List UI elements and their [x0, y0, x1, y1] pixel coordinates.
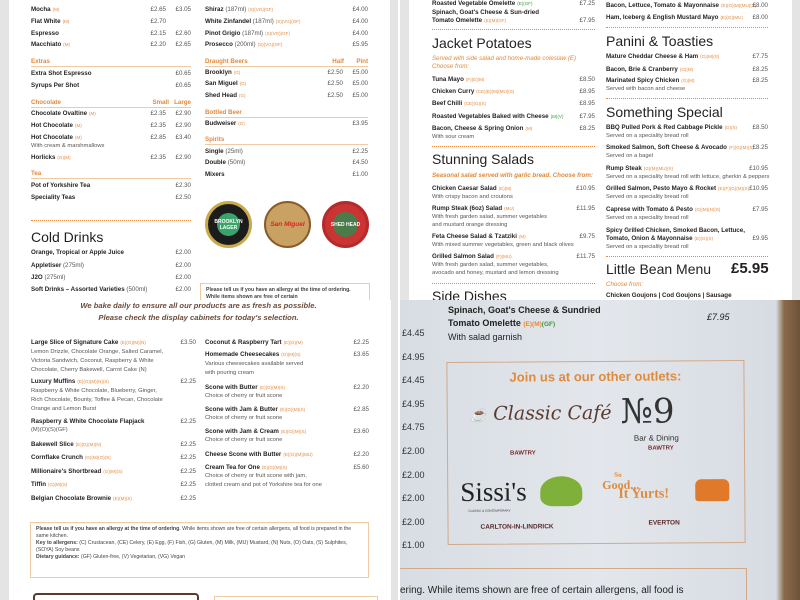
menu-item: Grilled Salmon, Pesto Mayo & Rocket (E)(F)(G)(M)(S) £10.95 — [606, 185, 768, 192]
item-description: Choice of cherry or fruit scone — [205, 393, 283, 399]
menu-item: Hot Chocolate (M) £2.35 £2.90 — [31, 122, 191, 129]
item-description: With cream & marshmallows — [31, 143, 105, 149]
menu-item: Flat White (M) £2.70 — [31, 18, 166, 25]
divider — [606, 27, 768, 28]
menu-item: Macchiato (M) £2.20 £2.65 — [31, 41, 191, 48]
item-description: Choice of cherry or fruit scone — [205, 437, 283, 443]
outlet-sub: Bar & Dining — [633, 433, 679, 443]
section-intro: Choose from: — [432, 63, 470, 70]
outlet-location: BAWTRY — [647, 445, 674, 452]
menu-item: Chocolate Ovaltine (M) £2.35 £2.90 — [31, 110, 191, 117]
footer-frame — [33, 593, 199, 600]
menu-item: Scone with Butter (E)(G)(M)(S) £2.20 — [205, 384, 369, 391]
menu-item: Large Slice of Signature Cake (E)(G)(M)(N) £3.50 — [31, 339, 196, 346]
outlet-location: BAWTRY — [509, 450, 536, 457]
menu-item: J2O (275ml) £2.00 — [31, 274, 191, 281]
divider — [606, 98, 768, 99]
drinks-menu-page — [0, 0, 398, 300]
menu-item: BBQ Pulled Pork & Red Cabbage Pickle (G)(S) £8.50 — [606, 124, 768, 131]
item-description: clotted cream and pot of Yorkshire tea for one — [205, 482, 322, 488]
menu-item: Coconut & Raspberry Tart (E)(G)(M) £2.25 — [205, 339, 369, 346]
menu-item: Cornflake Crunch (G)(M)(O)(S) £2.25 — [31, 454, 196, 461]
no9-logo: №9 — [620, 391, 675, 432]
menu-item: Chicken Goujons | Cod Goujons | Sausage — [606, 292, 732, 299]
menu-item: Scone with Jam & Cream (E)(G)(M)(S) £3.60 — [205, 428, 369, 435]
item-description: Served with bacon and cheese — [606, 86, 686, 92]
item-description: Choice of cherry or fruit scone — [205, 415, 283, 421]
item-description: Served on a speciality bread roll — [606, 215, 689, 221]
cakes-menu-page — [0, 300, 398, 600]
footer-box — [214, 596, 378, 600]
menu-item: Soft Drinks – Assorted Varieties (500ml) £2.00 — [31, 286, 191, 293]
menu-item: Appletiser (275ml) £2.00 — [31, 262, 191, 269]
item-description: With crispy bacon and croutons — [432, 194, 513, 200]
menu-item: Mixers £1.00 — [205, 171, 368, 178]
section-intro: Served with side salad and home-made coleslaw (E) — [432, 55, 577, 62]
item-description: Rich Chocolate, Bounty, Toffee & Pecan, Chocolate — [31, 397, 163, 403]
menu-item: Tuna Mayo (F)(E)(M) £8.50 — [432, 76, 595, 83]
menu-item: Tomato, Onion & Mayonnaise (E)(G)(S) £9.95 — [606, 235, 768, 242]
menu-item: Roasted Vegetables Baked with Cheese (M)(V) £7.95 — [432, 113, 595, 120]
menu-item: Feta Cheese Salad & Tzatziki (M) £9.75 — [432, 233, 595, 240]
menu-item: Single (25ml) £2.25 — [205, 148, 368, 155]
divider — [432, 283, 595, 284]
item-description: Served on a speciality bread roll — [606, 194, 689, 200]
page-edge — [792, 0, 800, 300]
item-description: Chocolate, Cherry Bakewell, Carrot Cake (N) — [31, 367, 147, 373]
item-description: Raspberry & White Chocolate, Blueberry, Ginger, — [31, 388, 157, 394]
menu-item: Scone with Jam & Butter (E)(G)(M)(S) £2.85 — [205, 406, 369, 413]
menu-item: Syrups Per Shot £0.65 — [31, 82, 191, 89]
menu-item: Belgian Chocolate Brownie (E)(M)(S) £2.25 — [31, 495, 196, 502]
section-title: Cold Drinks — [31, 229, 104, 245]
section-heading: Chocolate Small Large — [31, 99, 191, 106]
section-title: Stunning Salads — [432, 151, 534, 167]
menu-item: Shiraz (187ml) (S)(VG)(GF) £4.00 — [205, 6, 368, 13]
section-heading: Tea — [31, 169, 191, 179]
menu-item: Orange, Tropical or Apple Juice £2.00 — [31, 249, 191, 256]
menu-item: Bacon, Cheese & Spring Onion (M) £8.25 — [432, 125, 595, 132]
item-description: Served on a speciality bread roll with lettuce, gherkin & peppers — [606, 174, 770, 180]
menu-item: Tiffin (G)(M)(S) £2.25 — [31, 481, 196, 488]
section-title: Jacket Potatoes — [432, 35, 532, 51]
outlets-title: Join us at our other outlets: — [509, 368, 682, 385]
menu-item: Homemade Cheesecakes (G)(M)(S) £3.65 — [205, 351, 369, 358]
menu-item: Pot of Yorkshire Tea £2.30 — [31, 182, 191, 189]
menu-item: Chicken Curry (CE)(E)(M)(MU)(S) £8.95 — [432, 88, 595, 95]
coffee-cup-icon: ☕ — [469, 407, 488, 424]
item-description: With sour cream — [432, 134, 475, 140]
menu-item: Prosecco (200ml) (S)(VG)(GF) £5.95 — [205, 41, 368, 48]
willow-tree-icon — [540, 476, 582, 506]
item-description: Served on a speciality bread roll — [606, 244, 689, 250]
page-edge — [391, 300, 398, 600]
item-description: With mixed summer vegetables, green and black olives — [432, 242, 574, 248]
menu-item: Tomato Omelette (E)(M)(GF) — [448, 318, 556, 328]
item-description: and mustard orange dressing — [432, 222, 508, 228]
menu-item: Espresso £2.15 £2.60 — [31, 30, 191, 37]
outlets-box — [446, 360, 745, 545]
classic-cafe-logo: ☕ Classic Café — [469, 401, 612, 425]
menu-item: Mocha (M) £2.65 £3.05 — [31, 6, 191, 13]
divider — [432, 146, 595, 147]
bakery-banner: We bake daily to ensure all our products are as fresh as possible. Please check the display cabinets for today's selection. — [80, 301, 317, 322]
outlet-location: CARLTON-IN-LINDRICK — [480, 523, 554, 531]
menu-item: Marinated Spicy Chicken (G)(M) £8.25 — [606, 77, 768, 84]
item-description: Lemon Drizzle, Chocolate Orange, Salted Caramel, — [31, 349, 164, 355]
menu-item: Double (50ml) £4.50 — [205, 159, 368, 166]
item-description: With fresh garden salad, summer vegetables, — [432, 262, 549, 268]
menu-item: Shed Head (G) £2.50 £5.00 — [205, 92, 368, 99]
allergy-notice: Please tell us if you have an allergy at the time of ordering. While items shown are free of certain — [200, 283, 370, 300]
outlet-location: EVERTON — [648, 519, 680, 527]
section-intro: Seasonal salad served with garlic bread. Choose from: — [432, 172, 593, 179]
brooklyn-logo: BROOKLYN LAGER — [205, 201, 252, 248]
menu-item: Bacon, Brie & Cranberry (G)(M) £8.25 — [606, 66, 768, 73]
menu-item: Spinach, Goat's Cheese & Sun-dried — [432, 9, 540, 16]
allergy-text: ering. While items shown are free of certain allergens, all food is — [400, 585, 684, 596]
san-miguel-logo: San Miguel — [264, 201, 311, 248]
menu-item: Extra Shot Espresso £0.65 — [31, 70, 191, 77]
food-menu-page — [400, 0, 800, 300]
page-edge — [390, 0, 398, 300]
yurt-icon — [695, 479, 729, 501]
sissis-logo: Sissi's — [460, 476, 527, 507]
menu-item: Smoked Salmon, Soft Cheese & Avocado (F)(G)(M)(S) £8.25 — [606, 144, 768, 151]
menu-item: Beef Chilli (CE)(G)(S) £8.95 — [432, 100, 595, 107]
menu-item: Speciality Teas £2.50 — [31, 194, 191, 201]
item-description: Served on a bagel — [606, 153, 654, 159]
menu-item: Raspberry & White Chocolate Flapjack £2.25 — [31, 418, 196, 425]
divider — [606, 256, 768, 257]
section-heading: Extras — [31, 57, 191, 67]
item-price: £7.95 — [707, 312, 730, 322]
section-intro: Choose from: — [606, 281, 644, 288]
section-title: Panini & Toasties — [606, 33, 714, 49]
menu-item: San Miguel (G) £2.50 £5.00 — [205, 80, 368, 87]
menu-photo — [400, 300, 800, 600]
menu-item-name: Spinach, Goat's Cheese & Sundried — [448, 305, 601, 315]
item-description: Victoria Sandwich, Coconut, Raspberry & White — [31, 358, 154, 364]
menu-item: Rump Steak (G)(M)(MU)(S) £10.95 — [606, 165, 768, 172]
allergen-key: Please tell us if you have an allergy at the time of ordering. While items shown are free of certain allergens, all food is prepared in the same kitchen. Key to allergens: (C) Crustacean, (CE) Celery, (E) Egg, (F) Fish, (G) Gluten, (M) Milk, (MU) Mustard, (N) Nuts, (O) Oats, (S) Sulphites, (SOYA) Soy beans Dietary guidance: (GF) Gluten-free, (V) Vegetarian, (VG) Vegan — [30, 522, 369, 578]
section-heading: Bottled Beer — [205, 108, 368, 118]
section-heading: Spirits — [205, 135, 368, 145]
menu-item: Hot Chocolate (M) £2.85 £3.40 — [31, 134, 191, 141]
item-description: Choice of cherry or fruit scone with jam, — [205, 473, 307, 479]
section-title: Little Bean Menu — [606, 261, 712, 277]
item-description: With fresh garden salad, summer vegetables — [432, 214, 548, 220]
section-title: Side Dishes — [432, 288, 507, 300]
menu-item: Caprese with Tomato & Pesto (G)(M)(N)(S) £7.95 — [606, 206, 768, 213]
item-description: Served on a speciality bread roll — [606, 133, 689, 139]
menu-item: Luxury Muffins (E)(G)(M)(N)(S) £2.25 — [31, 378, 196, 385]
section-title: Something Special — [606, 104, 723, 120]
item-description: With salad garnish — [448, 332, 523, 342]
menu-item: Chicken Caesar Salad (E)(M) £10.95 — [432, 185, 595, 192]
little-bean-price: £5.95 — [731, 260, 769, 277]
menu-item: Cream Tea for One (E)(G)(M)(S) £5.60 — [205, 464, 369, 471]
menu-item: Spicy Grilled Chicken, Smoked Bacon, Lettuce, — [606, 227, 745, 234]
menu-item: Cheese Scone with Butter (E)(G)(M)(MU) £2.20 — [205, 451, 369, 458]
item-description: avocado and honey, mustard and lemon dressing — [432, 270, 559, 276]
menu-item: Pinot Grigio (187ml) (S)(VG)(GF) £4.00 — [205, 30, 368, 37]
price-column: £4.45 £4.95 £4.45 £4.95 £4.75 £2.00 £2.00 £2.00 £2.00 £1.00 — [402, 328, 425, 551]
item-description: Orange and Lemon Burst — [31, 406, 97, 412]
menu-item: Bakewell Slice (E)(G)(M)(N) £2.25 — [31, 441, 196, 448]
divider — [31, 220, 191, 221]
menu-item: Bacon, Lettuce, Tomato & Mayonnaise (E)(G)(M)(MU)(S) £8.00 — [606, 2, 768, 9]
menu-item: Ham, Iceberg & English Mustard Mayo (E)(G)(MU) £8.00 — [606, 14, 768, 21]
menu-item: Budweiser (G) £3.95 — [205, 120, 368, 127]
menu-item: Horlicks (G)(M) £2.35 £2.90 — [31, 154, 191, 161]
outlet-sub: CLASSIC & CONTEMPORARY — [468, 508, 511, 513]
menu-item: Roasted Vegetable Omelette (E)(GF) £7.25 — [432, 0, 595, 7]
section-heading: Draught Beers Half Pint — [205, 58, 368, 65]
allergy-box — [400, 568, 747, 600]
menu-item: White Zinfandel (187ml) (S)(VG)(GF) £4.00 — [205, 18, 368, 25]
menu-item: Brooklyn (G) £2.50 £5.00 — [205, 69, 368, 76]
menu-item: Millionaire's Shortbread (G)(M)(S) £2.25 — [31, 468, 196, 475]
so-good-it-yurts-logo: So Good... It Yurts! — [602, 470, 670, 502]
menu-item: Grilled Salmon Salad (F)(MU) £11.75 — [432, 253, 595, 260]
menu-item: Mature Cheddar Cheese & Ham (G)(M)(S) £7.75 — [606, 53, 768, 60]
item-description: Various cheesecakes available served — [205, 361, 304, 367]
item-description: with pouring cream — [205, 370, 254, 376]
item-allergens: (M)(O)(S)(GF) — [31, 427, 68, 433]
menu-item: Rump Steak (6oz) Salad (MU) £11.95 — [432, 205, 595, 212]
shed-head-logo: SHED HEAD — [322, 201, 369, 248]
menu-item: Tomato Omelette (E)(M)(GF) £7.95 — [432, 17, 595, 24]
divider — [432, 29, 595, 30]
